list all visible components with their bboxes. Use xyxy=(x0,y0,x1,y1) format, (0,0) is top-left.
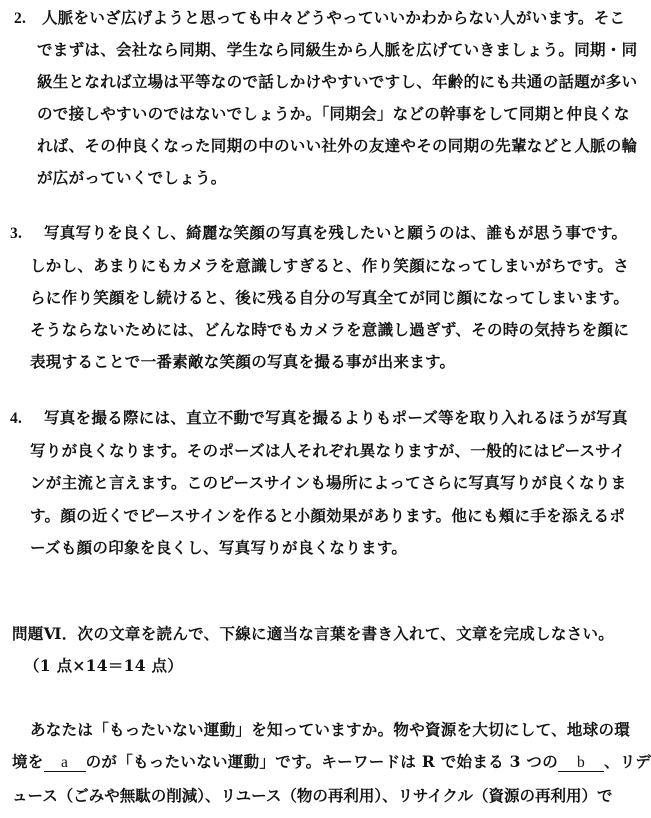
item-2-number: 2. xyxy=(14,10,27,27)
item-4-text-1: 写真を撮る際には、直立不動で写真を撮るよりもポーズ等を取り入れるほうが写真 xyxy=(43,408,628,427)
passage-line-2-part-2: のが「もったいない運動」です。キーワードは R で始まる 3 つの xyxy=(85,752,559,771)
section-6-points: （1 点×14＝14 点） xyxy=(24,656,184,675)
item-4-line-2: 写りが良くなります。そのポーズは人それぞれ異なりますが、一般的にはピースサイ xyxy=(30,441,626,460)
item-3-line-3: らに作り笑顔をし続けると、後に残る自分の写真全てが同じ顔になってしまいます。 xyxy=(30,288,630,307)
item-2-line-1 xyxy=(14,8,625,29)
item-2-line-2: でまずは、会社なら同期、学生なら同級生から人脈を広げていきましょう。同期・同 xyxy=(37,40,638,59)
item-3-line-2: しかし、あまりにもカメラを意識しすぎると、作り笑顔になってしまいがちです。さ xyxy=(30,256,630,275)
item-3-number: 3. xyxy=(10,225,23,242)
passage-line-2 xyxy=(12,752,651,772)
item-3-line-5: 表現することで一番素敵な笑顔の写真を撮る事が出来ます。 xyxy=(30,352,456,371)
passage-line-2-part-3: 、リデ xyxy=(604,752,651,771)
item-2-text-1: 人脈をいざ広げようと思っても中々どうやっていいかわからない人がいます。そこ xyxy=(41,8,626,27)
item-3-line-1 xyxy=(10,223,627,244)
item-2-line-5: れば、その仲良くなった同期の中のいい社外の友達やその同期の先輩などと人脈の輪 xyxy=(37,136,638,155)
item-4-line-1 xyxy=(10,408,628,429)
item-2-line-6: が広がっていくでしょう。 xyxy=(37,168,227,187)
passage-line-3: ュース（ごみや無駄の削減）、リユース（物の再利用）、リサイクル（資源の再利用）で xyxy=(12,786,613,805)
item-2-line-4: ので接しやすいのではないでしょうか。「同期会」などの幹事をして同期と仲良くな xyxy=(37,104,630,123)
blank-a[interactable]: a xyxy=(44,755,86,772)
item-4-line-5: ーズも顔の印象を良くし、写真写りが良くなります。 xyxy=(30,538,408,557)
item-3-line-4: そうならないためには、どんな時でもカメラを意識し過ぎず、その時の気持ちを顔に xyxy=(30,320,630,339)
item-3-text-1: 写真写りを良くし、綺麗な笑顔の写真を残したいと願うのは、誰もが思う事です。 xyxy=(43,223,628,242)
item-2-line-3: 級生となれば立場は平等なので話しかけやすいですし、年齢的にも共通の話題が多い xyxy=(37,72,638,91)
item-4-number: 4. xyxy=(10,410,23,427)
item-4-line-3: ンが主流と言えます。このピースサインも場所によってさらに写真写りが良くなりま xyxy=(30,473,627,492)
section-6-title: 問題Ⅵ．次の文章を読んで、下線に適当な言葉を書き入れて、文章を完成しなさい。 xyxy=(12,624,615,643)
passage-line-2-part-1: 境を xyxy=(12,752,44,771)
passage-line-1: あなたは「もったいない運動」を知っていますか。物や資源を大切にして、地球の環 xyxy=(30,720,631,739)
item-4-line-4: す。顔の近くでピースサインを作ると小顔効果があります。他にも頬に手を添えるポ xyxy=(30,506,626,525)
blank-b[interactable]: b xyxy=(558,755,604,772)
